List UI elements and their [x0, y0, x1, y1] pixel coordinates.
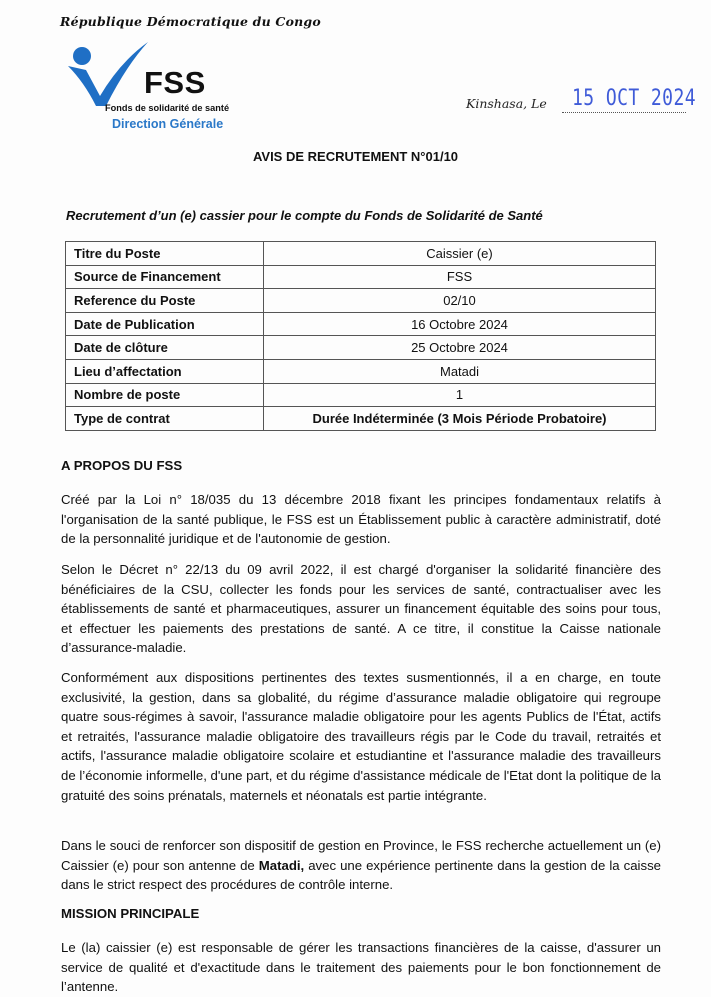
row-label: Source de Financement [66, 265, 264, 289]
paragraph-text [61, 836, 661, 895]
row-label: Date de clôture [66, 336, 264, 360]
paragraph-text: Conformément aux dispositions pertinentes des textes susmentionnés, il a en charge, en toute exclusivité, la gestion, dans sa globalité, du régime d’assurance maladie obligatoire qui regroupe quatre sous-régimes à savoir, l'assurance maladie obligatoire pour les agents Publics de l'État, actifs et retraités, l'assurance maladie obligatoire des travailleurs régis par le Code du travail, retraités et actifs, l'assurance maladie obligatoire scolaire et estudiantine et l'assurance maladie des travailleurs de l’économie informelle, d'une part, et du régime d'assistance médicale de l'Etat dont la politique de la gratuité des soins prénatals, maternels et néonatals est partie intégrante. [61, 670, 661, 803]
table-row [66, 312, 656, 336]
location-emphasis: Matadi, [258, 857, 305, 873]
row-value: Matadi [264, 359, 656, 383]
table-row [66, 242, 656, 266]
fss-logo [68, 40, 238, 135]
paragraph-text: Créé par la Loi n° 18/035 du 13 décembre 2018 fixant les principes fondamentaux relatifs à l'organisation de la santé publique, le FSS est un Établissement public à caractère administratif, doté de la personnalité juridique et de l'autonomie de gestion. [61, 492, 661, 547]
row-value: 25 Octobre 2024 [264, 336, 656, 360]
table-row [66, 289, 656, 313]
about-paragraph [61, 490, 661, 549]
row-label: Reference du Poste [66, 289, 264, 313]
document-title: AVIS DE RECRUTEMENT N°01/10 [252, 149, 459, 164]
paragraph-text: Selon le Décret n° 22/13 du 09 avril 2022, il est chargé d'organiser la solidarité financière des bénéficiaires de la CSU, collecter les fonds pour les services de santé, contractualiser avec les établissements de santé et pharmaceutiques, assurer un financement équitable des soins pour tous, et effectuer les paiements des prestations de santé. A ce titre, il constitue la Caisse nationale d’assurance-maladie. [61, 562, 661, 656]
mission-section-heading [61, 904, 661, 924]
text-run: avec une expérience pertinente dans la gestion de la caisse dans le strict respect des procédures de contrôle interne. [61, 857, 661, 893]
section-heading: MISSION PRINCIPALE [61, 906, 200, 921]
about-section-heading [61, 456, 661, 476]
date-stamp: 15 OCT 2024 [572, 86, 696, 111]
row-value: Caissier (e) [264, 242, 656, 266]
row-value: FSS [264, 265, 656, 289]
place-date [466, 86, 696, 114]
row-label: Titre du Poste [66, 242, 264, 266]
person-check-icon [68, 40, 148, 110]
paragraph-text: Le (la) caissier (e) est responsable de gérer les transactions financières de la caisse, d'assurer un service de qualité et d'exactitude dans le traitement des paiements pour le bon fonctionnement de l’antenne. [61, 940, 661, 995]
table-row [66, 407, 656, 431]
logo-division: Direction Générale [112, 117, 224, 131]
job-info-table [65, 241, 656, 431]
row-label: Nombre de poste [66, 383, 264, 407]
logo-tagline: Fonds de solidarité de santé [105, 103, 230, 113]
row-value: 02/10 [264, 289, 656, 313]
table-row [66, 336, 656, 360]
about-paragraph [61, 560, 661, 658]
about-paragraph [61, 836, 661, 895]
table-row [66, 359, 656, 383]
row-label: Lieu d’affectation [66, 359, 264, 383]
logo-acronym: FSS [144, 65, 206, 100]
table-row [66, 383, 656, 407]
row-label: Type de contrat [66, 407, 264, 431]
about-paragraph [61, 668, 661, 805]
mission-paragraph [61, 938, 661, 997]
date-dotted-line [562, 112, 686, 113]
table-row [66, 265, 656, 289]
place-label: Kinshasa, Le [466, 96, 547, 111]
row-label: Date de Publication [66, 312, 264, 336]
document-subtitle: Recrutement d’un (e) cassier pour le compte du Fonds de Solidarité de Santé [66, 208, 543, 223]
row-value: Durée Indéterminée (3 Mois Période Probatoire) [264, 407, 656, 431]
row-value: 16 Octobre 2024 [264, 312, 656, 336]
text-run: Dans le souci de renforcer son dispositif de gestion en Province, le FSS recherche actuellement un (e) Caissier (e) pour son antenne de [61, 838, 661, 873]
section-heading: A PROPOS DU FSS [61, 458, 183, 473]
row-value: 1 [264, 383, 656, 407]
country-header: République Démocratique du Congo [60, 14, 321, 29]
